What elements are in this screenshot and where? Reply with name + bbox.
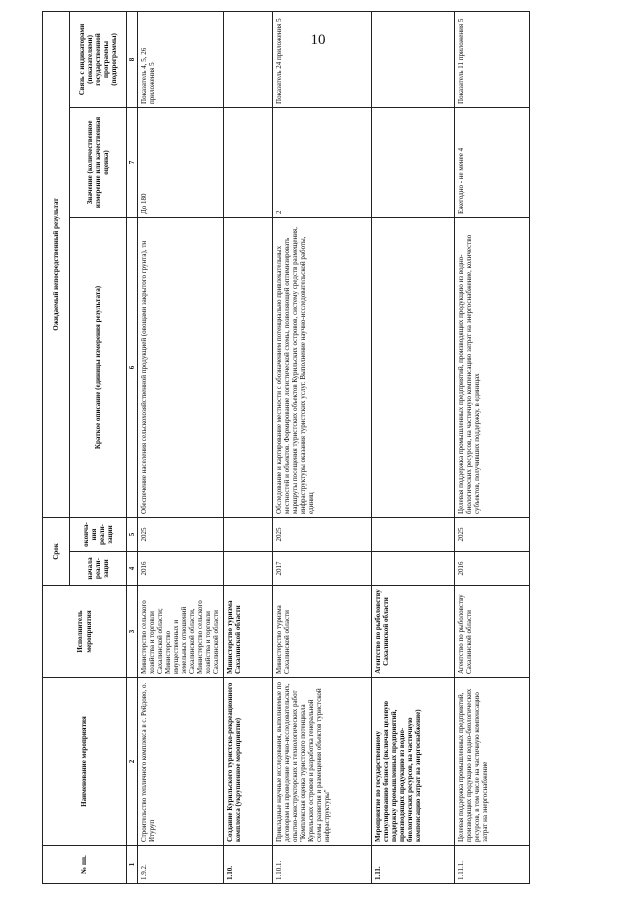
- row-end: 2025: [272, 517, 371, 551]
- table-row: [272, 11, 371, 883]
- row-name: Прикладные научные исследования, выполняемые по договорам на проведение научно-исследовательских, опытно-конструкторских и технологических работ "Комплексная оценка туристского потенциала Курильских островов и разработка генеральной схемы развития и размещения объектов туристской инфраструктуры": [272, 678, 371, 846]
- header-start: начала реали-зации: [70, 552, 127, 586]
- row-start: 2016: [138, 552, 223, 586]
- index-row: [127, 11, 138, 883]
- row-start: 2017: [272, 552, 371, 586]
- row-link: [371, 11, 454, 107]
- row-name: Создание Курильского туристско-рекреационного комплекса (укрупненное мероприятие): [223, 678, 272, 846]
- page-number: 10: [310, 32, 326, 48]
- rotated-table-container: [42, 12, 624, 884]
- row-start: 2016: [454, 552, 529, 586]
- row-num: 1.10.1.: [272, 846, 371, 884]
- row-value: 2: [272, 107, 371, 217]
- table-row: [138, 11, 223, 883]
- index-cell: 5: [127, 517, 138, 551]
- row-description: Обеспечение населения сельскохозяйственной продукцией (овощами закрытого грунта), тн: [138, 217, 223, 517]
- row-description: Целевая поддержка промышленных предприятий, производящих продукцию из водно-биологических ресурсов, на частичную компенсацию затрат на энергоснабжение, количество субъектов, получивших поддержку, в единицах: [454, 217, 529, 517]
- header-term: Срок: [43, 517, 70, 585]
- row-value: [223, 107, 272, 217]
- row-num: 1.10.: [223, 846, 272, 884]
- row-name: Целевая поддержка промышленных предприятий, производящих продукцию из водно-биологических ресурсов, в том числе на частичную компенсацию затрат на энергоснабжение: [454, 678, 529, 846]
- row-start: [223, 552, 272, 586]
- index-cell: 1: [127, 846, 138, 884]
- row-end: [223, 517, 272, 551]
- row-executor: Министерство туризма Сахалинской области: [272, 586, 371, 678]
- header-end: оконча-ния реали-зации: [70, 517, 127, 551]
- header-executor: Исполнитель мероприятия: [43, 586, 127, 678]
- row-link: Показатель 24 приложения 5: [272, 11, 371, 107]
- index-cell: 3: [127, 586, 138, 678]
- row-value: Ежегодно - не менее 4: [454, 107, 529, 217]
- row-num: 1.9.2.: [138, 846, 223, 884]
- header-description: Краткое описание (единицы измерения результата): [70, 217, 127, 517]
- header-row-1: [43, 11, 70, 883]
- activities-table: [42, 11, 530, 884]
- table-row: [223, 11, 272, 883]
- row-value: [371, 107, 454, 217]
- row-executor: Агентство по рыболовству Сахалинской области: [454, 586, 529, 678]
- row-executor: Агентство по рыболовству Сахалинской области: [371, 586, 454, 678]
- table-row: [454, 11, 529, 883]
- header-num: № пп.: [43, 846, 127, 884]
- row-num: 1.11.1.: [454, 846, 529, 884]
- row-link: Показатель 4, 5, 26 приложения 5: [138, 11, 223, 107]
- row-link: Показатель 11 приложения 5: [454, 11, 529, 107]
- row-description: [223, 217, 272, 517]
- index-cell: 2: [127, 678, 138, 846]
- row-description: [371, 217, 454, 517]
- index-cell: 4: [127, 552, 138, 586]
- row-end: [371, 517, 454, 551]
- index-cell: 6: [127, 217, 138, 517]
- header-value: Значение (количественное измерение или качественная оценка): [70, 107, 127, 217]
- row-executor: Министерство сельского хозяйства и торговли Сахалинской области; Министерство имущественных и земельных отношений Сахалинской области, Министерство сельского хозяйства и торговли Сахалинской области: [138, 586, 223, 678]
- header-link: Связь с индикаторами (показателями) государственной программы (подпрограммы): [70, 11, 127, 107]
- row-name: Мероприятие по государственному стимулированию бизнеса (включая целевую поддержку промышленных предприятий, производящих продукцию из водно-биологических ресурсов, на частичную компенсацию затрат на энергоснабжение): [371, 678, 454, 846]
- row-end: 2025: [138, 517, 223, 551]
- table-row: [371, 11, 454, 883]
- header-name: Наименование мероприятия: [43, 678, 127, 846]
- row-value: До 180: [138, 107, 223, 217]
- header-expected-result: Ожидаемый непосредственный результат: [43, 11, 70, 517]
- index-cell: 7: [127, 107, 138, 217]
- row-description: Обследование и картирование местности с обозначением потенциально привлекательных местностей и объектов. Формирование логистической схемы, позволяющей оптимизировать маршруты посещения туристских объектов Курильских островов, систему средств размещения, инфраструктуры оказания туристских услуг. Выполнение научно-исследовательской работы, единиц: [272, 217, 371, 517]
- row-executor: Министерство туризма Сахалинской области: [223, 586, 272, 678]
- row-link: [223, 11, 272, 107]
- row-name: Строительство тепличного комплекса в с. Рейдово, о. Итуруп: [138, 678, 223, 846]
- row-end: 2025: [454, 517, 529, 551]
- row-start: [371, 552, 454, 586]
- row-num: 1.11.: [371, 846, 454, 884]
- index-cell: 8: [127, 11, 138, 107]
